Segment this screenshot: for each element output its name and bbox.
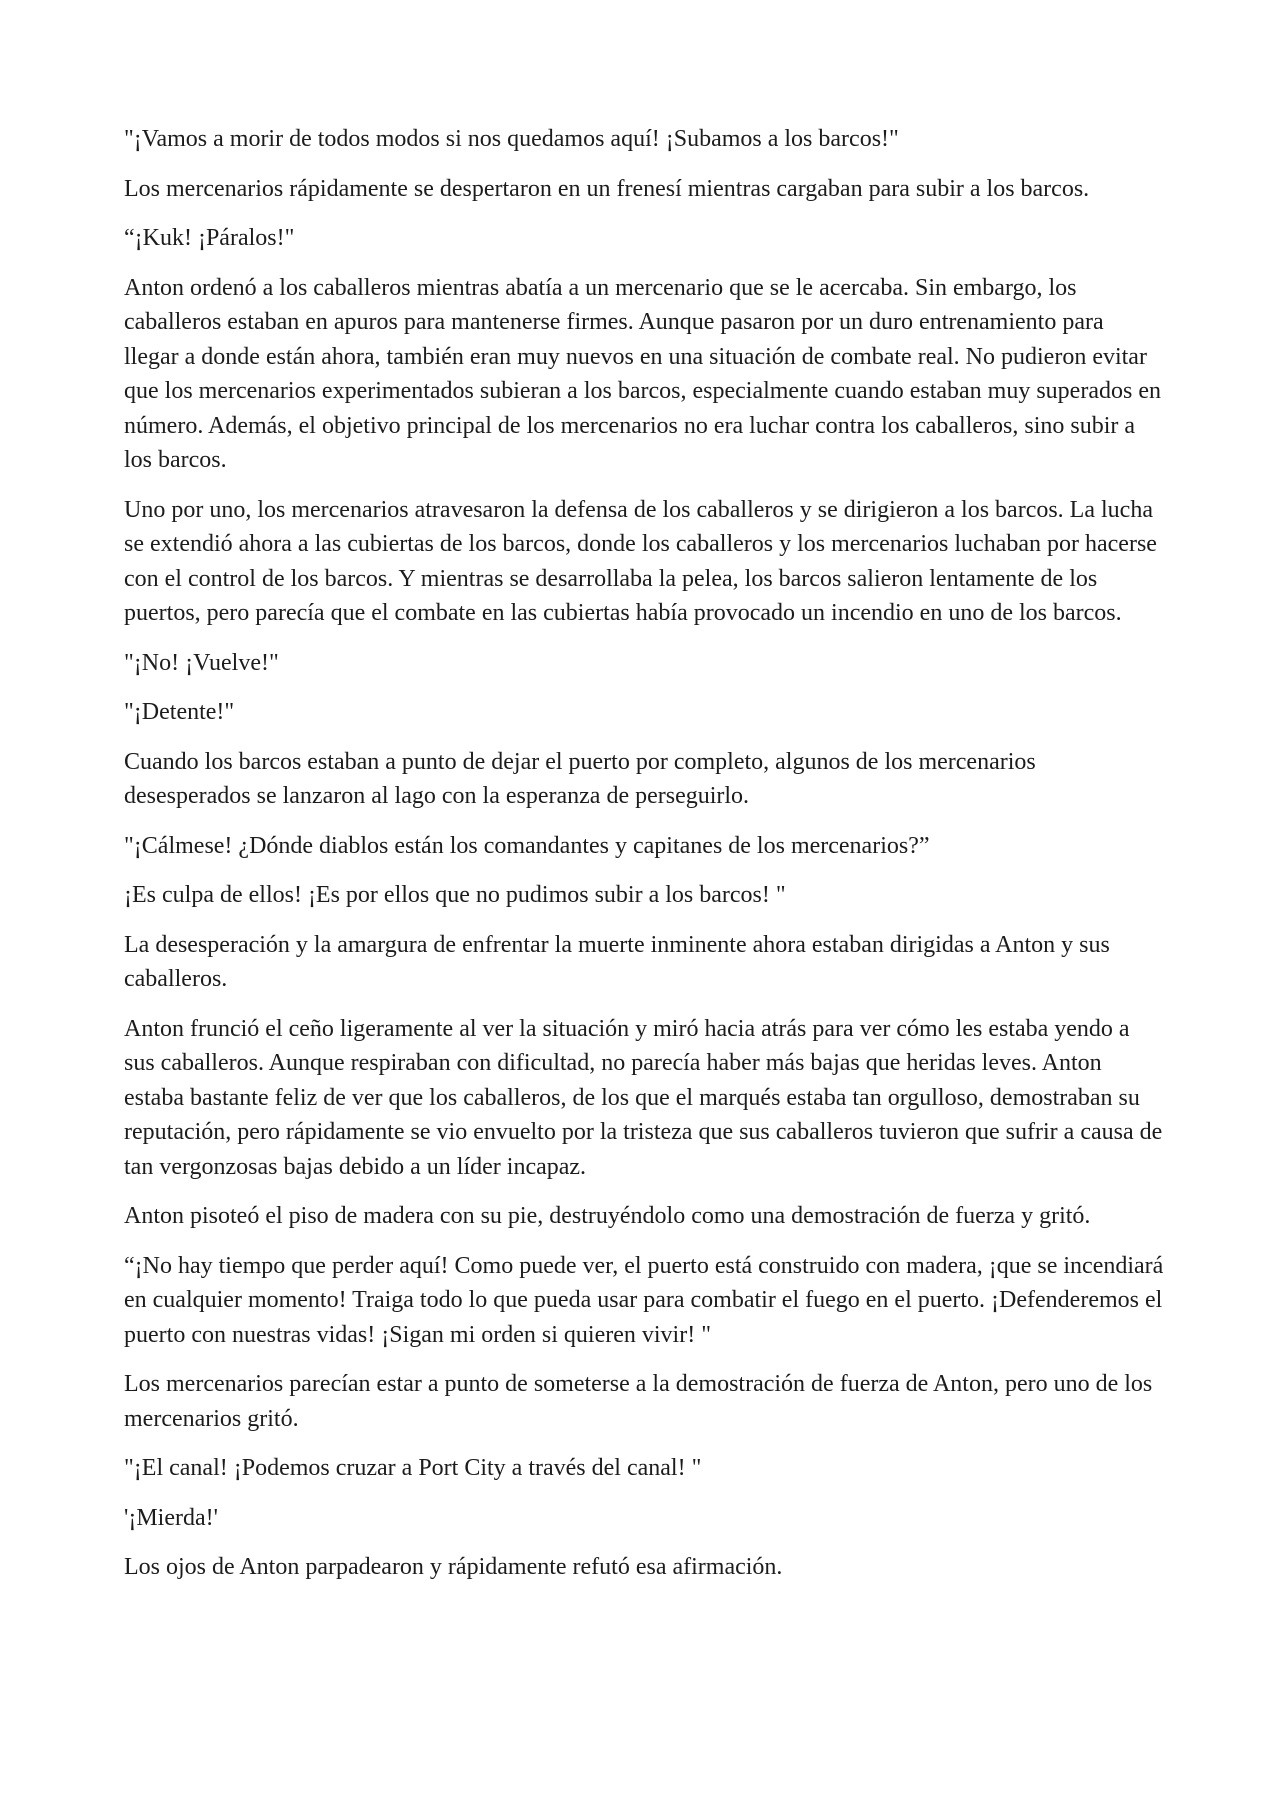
paragraph: Anton ordenó a los caballeros mientras abatía a un mercenario que se le acercaba. Sin embargo, los caballeros estaban en apuros para mantenerse firmes. Aunque pasaron por un duro entrenamiento para llegar a donde están ahora, también eran muy nuevos en una situación de combate real. No pudieron evitar que los mercenarios experimentados subieran a los barcos, especialmente cuando estaban muy superados en número. Además, el objetivo principal de los mercenarios no era luchar contra los caballeros, sino subir a los barcos. [124, 274, 1161, 473]
paragraph: "¡Cálmese! ¿Dónde diablos están los comandantes y capitanes de los mercenarios?” [124, 832, 930, 859]
paragraph: La desesperación y la amargura de enfrentar la muerte inminente ahora estaban dirigidas a Anton y sus caballeros. [124, 931, 1110, 992]
paragraph: "¡Vamos a morir de todos modos si nos quedamos aquí! ¡Subamos a los barcos!" [124, 126, 899, 152]
paragraph: Cuando los barcos estaban a punto de dejar el puerto por completo, algunos de los mercenarios desesperados se lanzaron al lago con la esperanza de perseguirlo. [124, 748, 1036, 809]
paragraph: “¡Kuk! ¡Páralos!" [124, 225, 295, 251]
paragraph: Uno por uno, los mercenarios atravesaron la defensa de los caballeros y se dirigieron a los barcos. La lucha se extendió ahora a las cubiertas de los barcos, donde los caballeros y los mercenarios luchaban por hacerse con el control de los barcos. Y mientras se desarrollaba la pelea, los barcos salieron lentamente de los puertos, pero parecía que el combate en las cubiertas había provocado un incendio en uno de los barcos. [124, 496, 1157, 626]
paragraph: ¡Es culpa de ellos! ¡Es por ellos que no pudimos subir a los barcos! " [124, 882, 786, 908]
paragraph: '¡Mierda!' [124, 1504, 218, 1531]
paragraph: Anton pisoteó el piso de madera con su pie, destruyéndolo como una demostración de fuerza y gritó. [124, 1203, 1091, 1229]
paragraph: "¡No! ¡Vuelve!" [124, 649, 279, 676]
paragraph: Los mercenarios rápidamente se despertaron en un frenesí mientras cargaban para subir a los barcos. [124, 175, 1090, 202]
paragraph: "¡El canal! ¡Podemos cruzar a Port City a través del canal! " [124, 1455, 702, 1481]
paragraph: Los ojos de Anton parpadearon y rápidamente refutó esa afirmación. [124, 1554, 783, 1580]
paragraph: “¡No hay tiempo que perder aquí! Como puede ver, el puerto está construido con madera, ¡que se incendiará en cualquier momento! Traiga todo lo que pueda usar para combatir el fuego en el puerto. ¡Defenderemos el puerto con nuestras vidas! ¡Sigan mi orden si quieren vivir! " [124, 1252, 1164, 1348]
paragraph: Anton frunció el ceño ligeramente al ver la situación y miró hacia atrás para ver cómo les estaba yendo a sus caballeros. Aunque respiraban con dificultad, no parecía haber más bajas que heridas leves. Anton estaba bastante feliz de ver que los caballeros, de los que el marqués estaba tan orgulloso, demostraban su reputación, pero rápidamente se vio envuelto por la tristeza que sus caballeros tuvieron que sufrir a causa de tan vergonzosas bajas debido a un líder incapaz. [124, 1015, 1163, 1180]
paragraph: Los mercenarios parecían estar a punto de someterse a la demostración de fuerza de Anton, pero uno de los mercenarios gritó. [124, 1371, 1153, 1432]
document-page [124, 122, 1164, 1600]
paragraph: "¡Detente!" [124, 699, 235, 725]
